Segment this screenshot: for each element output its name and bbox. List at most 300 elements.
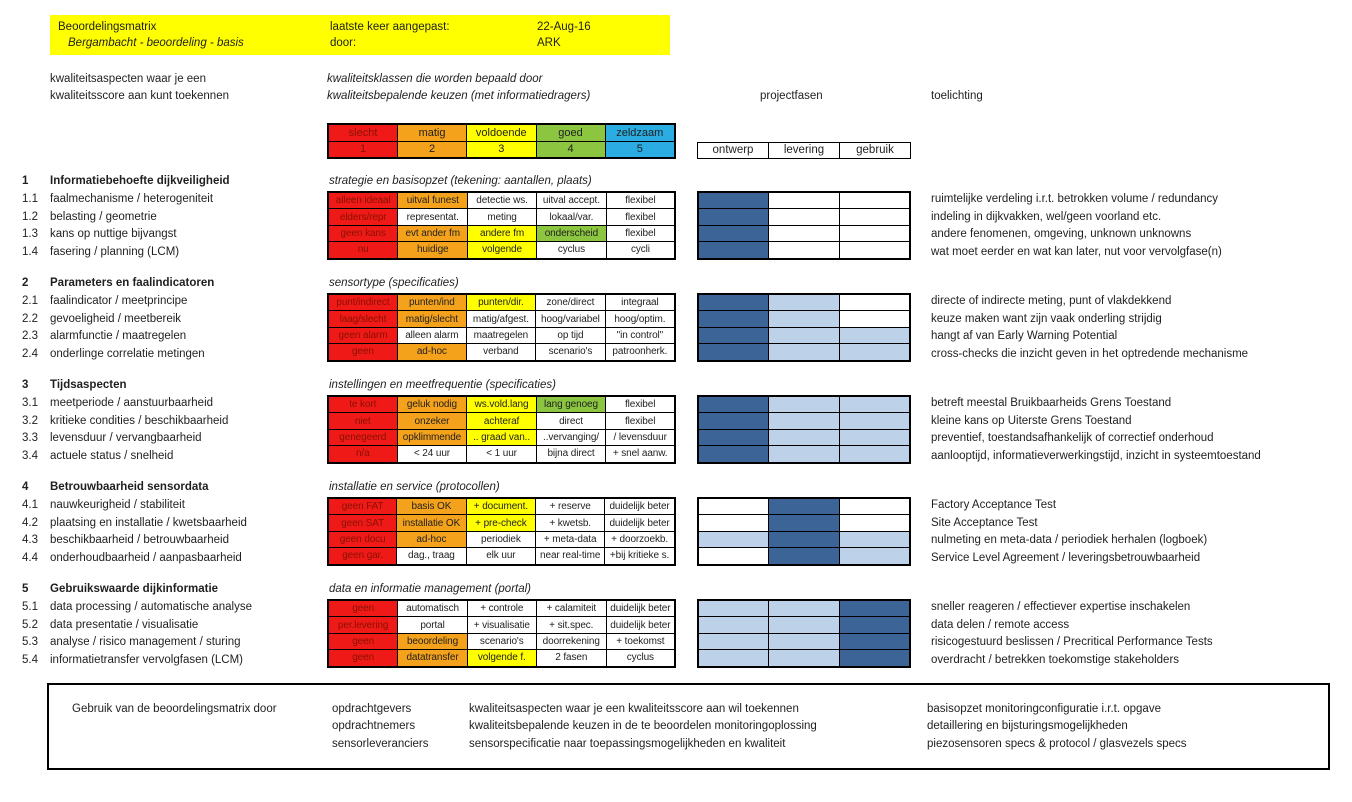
- section-4: [0, 479, 1352, 567]
- row-number: 5.1: [22, 601, 38, 613]
- phase-cell-ontwerp[interactable]: [698, 498, 769, 515]
- matrix-cell[interactable]: flexibel: [606, 413, 675, 429]
- matrix-cell[interactable]: cyclus: [536, 242, 606, 259]
- footer-title-spacer: [72, 736, 332, 753]
- matrix-cell[interactable]: elders/repr: [328, 209, 398, 225]
- phase-cell-ontwerp[interactable]: [698, 396, 769, 413]
- section-number: 5: [22, 583, 29, 595]
- phase-cell-gebruik[interactable]: [839, 548, 910, 565]
- phase-cell-levering[interactable]: [769, 413, 839, 429]
- matrix-cell[interactable]: nu: [328, 242, 398, 259]
- matrix-cell[interactable]: zone/direct: [536, 294, 606, 311]
- matrix-cell[interactable]: + document.: [466, 498, 536, 515]
- row-labels: [50, 395, 327, 465]
- row-note: sneller reageren / effectiever expertise inschakelen: [931, 601, 1191, 613]
- matrix-row: [328, 413, 675, 429]
- phase-matrix: [697, 599, 911, 668]
- phase-header-ontwerp: ontwerp: [698, 142, 769, 159]
- phase-row: [698, 192, 910, 209]
- matrix-cell[interactable]: detectie ws.: [468, 192, 537, 209]
- row-label: belasting / geometrie: [50, 210, 157, 223]
- matrix-cell[interactable]: + kwetsb.: [536, 515, 605, 531]
- matrix-cell[interactable]: flexibel: [606, 209, 675, 225]
- section-1: [0, 173, 1352, 261]
- matrix-row: [328, 396, 675, 413]
- phase-cell-levering[interactable]: [769, 617, 839, 633]
- matrix-row: [328, 617, 675, 633]
- row-number: 5.2: [22, 618, 38, 631]
- matrix-cell[interactable]: op tijd: [536, 327, 606, 343]
- phase-cell-gebruik[interactable]: [839, 515, 910, 531]
- section-title: Tijdsaspecten: [50, 379, 127, 391]
- matrix-cell[interactable]: flexibel: [606, 225, 675, 241]
- sections-container: [0, 173, 1352, 669]
- matrix-cell[interactable]: alleen ideaal: [328, 192, 398, 209]
- phase-cell-gebruik[interactable]: [839, 617, 910, 633]
- row-label: onderlinge correlatie metingen: [50, 347, 205, 360]
- phase-row: [698, 600, 910, 617]
- matrix-cell[interactable]: bijna direct: [536, 446, 606, 463]
- phase-cell-levering[interactable]: [769, 209, 839, 225]
- phase-cell-levering[interactable]: [769, 396, 839, 413]
- row-label: nauwkeurigheid / stabiliteit: [50, 499, 185, 511]
- row-labels: [50, 497, 327, 567]
- section-header-4: [0, 479, 1352, 497]
- matrix-cell[interactable]: + reserve: [536, 498, 605, 515]
- footer-how: basisopzet monitoringconfiguratie i.r.t. opgave: [927, 703, 1161, 715]
- phase-cell-ontwerp[interactable]: [698, 242, 769, 259]
- scale-value-3: 3: [467, 141, 537, 158]
- phase-cell-levering[interactable]: [769, 531, 839, 547]
- row-note: aanlooptijd, informatieverwerkingstijd, inzicht in systeemtoestand: [931, 449, 1261, 462]
- row-note: ruimtelijke verdeling i.r.t. betrokken volume / redundancy: [931, 193, 1219, 205]
- matrix-cell[interactable]: doorrekening: [536, 633, 606, 649]
- matrix-row: [328, 515, 675, 531]
- row-label: kritieke condities / beschikbaarheid: [50, 414, 229, 427]
- row-numbers: [22, 599, 50, 669]
- phase-cell-ontwerp[interactable]: [698, 429, 769, 445]
- phase-cell-levering[interactable]: [769, 515, 839, 531]
- phase-cell-ontwerp[interactable]: [698, 650, 769, 667]
- matrix-cell[interactable]: direct: [536, 413, 606, 429]
- phase-cell-gebruik[interactable]: [839, 396, 910, 413]
- matrix-cell[interactable]: ad-hoc: [397, 344, 466, 361]
- matrix-row: [328, 650, 675, 667]
- matrix-cell[interactable]: + calamiteit: [536, 600, 606, 617]
- row-label: kans op nuttige bijvangst: [50, 228, 177, 240]
- section-subtitle: strategie en basisopzet (tekening: aantallen, plaats): [329, 175, 592, 187]
- matrix-cell[interactable]: lokaal/var.: [536, 209, 606, 225]
- phase-cell-gebruik[interactable]: [839, 327, 910, 343]
- row-notes: [911, 599, 1352, 669]
- matrix-cell[interactable]: geen: [328, 344, 397, 361]
- matrix-cell[interactable]: hoog/optim.: [605, 311, 675, 327]
- footer-how: detaillering en bijsturingsmogelijkheden: [927, 720, 1128, 733]
- row-note: indeling in dijkvakken, wel/geen voorland etc.: [931, 210, 1162, 223]
- matrix-cell[interactable]: niet: [328, 413, 397, 429]
- quality-matrix: [327, 497, 676, 566]
- matrix-cell[interactable]: duidelijk beter: [605, 515, 675, 531]
- phase-cell-gebruik[interactable]: [839, 311, 910, 327]
- matrix-cell[interactable]: geen: [328, 600, 398, 617]
- matrix-cell[interactable]: + visualisatie: [467, 617, 536, 633]
- row-label: informatietransfer vervolgfasen (LCM): [50, 653, 244, 666]
- scale-class-slecht: slecht: [328, 124, 398, 141]
- matrix-cell[interactable]: duidelijk beter: [606, 600, 675, 617]
- phase-cell-levering[interactable]: [769, 429, 839, 445]
- phase-cell-levering[interactable]: [769, 242, 839, 259]
- row-number: 4.2: [22, 516, 38, 529]
- matrix-cell[interactable]: periodiek: [466, 531, 536, 547]
- phase-cell-ontwerp[interactable]: [698, 633, 769, 649]
- phase-cell-levering[interactable]: [769, 600, 839, 617]
- phase-cell-ontwerp[interactable]: [698, 600, 769, 617]
- matrix-cell[interactable]: representat.: [398, 209, 468, 225]
- matrix-cell[interactable]: volgende: [468, 242, 537, 259]
- phase-cell-ontwerp[interactable]: [698, 413, 769, 429]
- matrix-cell[interactable]: geen: [328, 633, 398, 649]
- matrix-cell[interactable]: verband: [466, 344, 535, 361]
- row-notes: [911, 395, 1352, 465]
- matrix-cell[interactable]: punten/dir.: [466, 294, 535, 311]
- matrix-cell[interactable]: cycli: [606, 242, 675, 259]
- row-note: data delen / remote access: [931, 618, 1070, 631]
- matrix-cell[interactable]: flexibel: [606, 396, 675, 413]
- matrix-cell[interactable]: onzeker: [397, 413, 467, 429]
- scale-value-1: 1: [328, 141, 398, 158]
- row-label: plaatsing en installatie / kwetsbaarheid: [50, 516, 247, 529]
- section-header-1: [0, 173, 1352, 191]
- footer-what: sensorspecificatie naar toepassingsmogelijkheden en kwaliteit: [469, 737, 786, 750]
- row-numbers: [22, 395, 50, 465]
- scale-value-2: 2: [398, 141, 467, 158]
- phase-cell-gebruik[interactable]: [839, 294, 910, 311]
- phase-cell-ontwerp[interactable]: [698, 548, 769, 565]
- matrix-cell[interactable]: portal: [398, 617, 468, 633]
- meta-values: [537, 19, 670, 55]
- row-note: directe of indirecte meting, punt of vlakdekkend: [931, 295, 1172, 307]
- matrix-cell[interactable]: uitval accept.: [536, 192, 606, 209]
- row-note: kleine kans op Uiterste Grens Toestand: [931, 414, 1132, 427]
- matrix-cell[interactable]: laag/slecht: [328, 311, 397, 327]
- matrix-row: [328, 600, 675, 617]
- matrix-cell[interactable]: per.levering: [328, 617, 398, 633]
- footer-who: opdrachtnemers: [332, 720, 416, 733]
- row-label: faalindicator / meetprincipe: [50, 295, 188, 307]
- phase-cell-gebruik[interactable]: [839, 242, 910, 259]
- matrix-cell[interactable]: onderscheid: [536, 225, 606, 241]
- matrix-cell[interactable]: hoog/variabel: [536, 311, 606, 327]
- matrix-cell[interactable]: +bij kritieke s.: [605, 548, 675, 565]
- phase-cell-levering[interactable]: [769, 633, 839, 649]
- row-note: nulmeting en meta-data / periodiek herhalen (logboek): [931, 534, 1208, 546]
- phase-cell-levering[interactable]: [769, 650, 839, 667]
- matrix-cell[interactable]: < 1 uur: [467, 446, 536, 463]
- phase-row: [698, 413, 910, 429]
- row-notes: [911, 293, 1352, 363]
- phase-row: [698, 498, 910, 515]
- matrix-cell[interactable]: patroonherk.: [605, 344, 675, 361]
- phase-cell-ontwerp[interactable]: [698, 225, 769, 241]
- author-value: ARK: [537, 37, 561, 49]
- matrix-cell[interactable]: duidelijk beter: [605, 498, 675, 515]
- row-note: andere fenomenen, omgeving, unknown unknowns: [931, 228, 1192, 240]
- matrix-cell[interactable]: n/a: [328, 446, 397, 463]
- phase-row: [698, 209, 910, 225]
- matrix-cell[interactable]: te kort: [328, 396, 397, 413]
- row-label: beschikbaarheid / betrouwbaarheid: [50, 534, 230, 546]
- section-5: [0, 581, 1352, 669]
- section-title: Betrouwbaarheid sensordata: [50, 481, 209, 493]
- matrix-cell[interactable]: geen: [328, 650, 398, 667]
- matrix-cell[interactable]: automatisch: [398, 600, 468, 617]
- matrix-cell[interactable]: achteraf: [467, 413, 536, 429]
- matrix-cell[interactable]: installatie OK: [397, 515, 466, 531]
- scale-label-row: [328, 124, 675, 141]
- intro-middle: [327, 71, 676, 104]
- scale-class-voldoende: voldoende: [467, 124, 537, 141]
- phase-cell-gebruik[interactable]: [839, 429, 910, 445]
- matrix-cell[interactable]: basis OK: [397, 498, 466, 515]
- matrix-cell[interactable]: + controle: [467, 600, 536, 617]
- phase-cell-gebruik[interactable]: [839, 600, 910, 617]
- matrix-cell[interactable]: matig/slecht: [397, 311, 466, 327]
- section-title: Informatiebehoefte dijkveiligheid: [50, 175, 230, 187]
- phase-cell-ontwerp[interactable]: [698, 617, 769, 633]
- quality-matrix: [327, 293, 676, 362]
- phase-cell-levering[interactable]: [769, 327, 839, 343]
- matrix-cell[interactable]: geen kans: [328, 225, 398, 241]
- row-number: 3.4: [22, 449, 38, 462]
- phase-cell-levering[interactable]: [769, 344, 839, 361]
- matrix-cell[interactable]: dag., traag: [397, 548, 466, 565]
- footer-who: sensorleveranciers: [332, 737, 429, 750]
- matrix-row: [328, 209, 675, 225]
- matrix-cell[interactable]: evt ander fm: [398, 225, 468, 241]
- matrix-row: [328, 548, 675, 565]
- row-labels: [50, 293, 327, 363]
- row-label: faalmechanisme / heterogeniteit: [50, 193, 214, 205]
- matrix-cell[interactable]: cyclus: [606, 650, 675, 667]
- row-note: risicogestuurd beslissen / Precritical Performance Tests: [931, 636, 1213, 648]
- row-numbers: [22, 293, 50, 363]
- matrix-cell[interactable]: geen alarm: [328, 327, 397, 343]
- matrix-cell[interactable]: ..vervanging/: [536, 429, 606, 445]
- phase-cell-ontwerp[interactable]: [698, 209, 769, 225]
- matrix-cell[interactable]: / levensduur: [606, 429, 675, 445]
- phase-row: [698, 531, 910, 547]
- phase-row: [698, 242, 910, 259]
- matrix-cell[interactable]: + sit.spec.: [536, 617, 606, 633]
- matrix-cell[interactable]: beoordeling: [398, 633, 468, 649]
- matrix-cell[interactable]: geluk nodig: [397, 396, 467, 413]
- phase-row: [698, 633, 910, 649]
- phase-cell-levering[interactable]: [769, 192, 839, 209]
- row-note: Factory Acceptance Test: [931, 499, 1057, 511]
- phase-cell-ontwerp[interactable]: [698, 311, 769, 327]
- section-body-3: [0, 395, 1352, 465]
- meta-labels: [330, 19, 537, 55]
- row-number: 4.4: [22, 551, 38, 564]
- matrix-cell[interactable]: scenario's: [467, 633, 536, 649]
- row-number: 1.1: [22, 193, 38, 205]
- matrix-cell[interactable]: volgende f.: [467, 650, 536, 667]
- footer-title-spacer: [72, 718, 332, 735]
- phase-cell-gebruik[interactable]: [839, 209, 910, 225]
- intro-middle-line1: kwaliteitsklassen die worden bepaald door: [327, 73, 543, 85]
- matrix-cell[interactable]: < 24 uur: [397, 446, 467, 463]
- phase-cell-gebruik[interactable]: [839, 531, 910, 547]
- matrix-row: [328, 446, 675, 463]
- section-number: 1: [22, 175, 29, 187]
- section-body-4: [0, 497, 1352, 567]
- row-notes: [911, 497, 1352, 567]
- last-modified-label: laatste keer aangepast:: [330, 21, 450, 33]
- phase-cell-gebruik[interactable]: [839, 650, 910, 667]
- row-number: 2.3: [22, 330, 38, 342]
- section-number: 4: [22, 481, 29, 493]
- row-note: keuze maken want zijn vaak onderling strijdig: [931, 312, 1162, 325]
- matrix-cell[interactable]: .. graad van..: [467, 429, 536, 445]
- matrix-cell[interactable]: opklimmende: [397, 429, 467, 445]
- phase-cell-ontwerp[interactable]: [698, 515, 769, 531]
- matrix-cell[interactable]: + toekomst: [606, 633, 675, 649]
- matrix-cell[interactable]: scenario's: [536, 344, 606, 361]
- phase-cell-gebruik[interactable]: [839, 498, 910, 515]
- row-number: 2.1: [22, 295, 38, 307]
- phase-cell-ontwerp[interactable]: [698, 327, 769, 343]
- matrix-cell[interactable]: andere fm: [468, 225, 537, 241]
- matrix-cell[interactable]: uitval funest: [398, 192, 468, 209]
- intro-row: [0, 71, 1352, 104]
- scale-class-matig: matig: [398, 124, 467, 141]
- phase-cell-gebruik[interactable]: [839, 344, 910, 361]
- matrix-cell[interactable]: + snel aanw.: [606, 446, 675, 463]
- phase-cell-levering[interactable]: [769, 498, 839, 515]
- matrix-cell[interactable]: huidige: [398, 242, 468, 259]
- phase-cell-levering[interactable]: [769, 548, 839, 565]
- matrix-cell[interactable]: meting: [468, 209, 537, 225]
- legend-row: [0, 123, 1352, 159]
- matrix-cell[interactable]: + pre-check: [466, 515, 536, 531]
- matrix-cell[interactable]: genegeerd: [328, 429, 397, 445]
- matrix-cell[interactable]: geen FAT: [328, 498, 397, 515]
- phase-cell-ontwerp[interactable]: [698, 531, 769, 547]
- phase-cell-ontwerp[interactable]: [698, 294, 769, 311]
- matrix-row: [328, 344, 675, 361]
- phase-cell-gebruik[interactable]: [839, 413, 910, 429]
- matrix-cell[interactable]: geen SAT: [328, 515, 397, 531]
- row-number: 1.4: [22, 245, 38, 258]
- row-label: alarmfunctie / maatregelen: [50, 330, 187, 342]
- projectfasen-label: projectfasen: [760, 89, 823, 102]
- phase-cell-ontwerp[interactable]: [698, 446, 769, 463]
- matrix-cell[interactable]: geen gar.: [328, 548, 397, 565]
- section-body-2: [0, 293, 1352, 363]
- phase-cell-ontwerp[interactable]: [698, 192, 769, 209]
- matrix-cell[interactable]: ad-hoc: [397, 531, 466, 547]
- matrix-cell[interactable]: flexibel: [606, 192, 675, 209]
- row-notes: [911, 191, 1352, 261]
- quality-scale-table: [327, 123, 676, 159]
- row-label: data presentatie / visualisatie: [50, 618, 199, 631]
- matrix-cell[interactable]: alleen alarm: [397, 327, 466, 343]
- row-note: cross-checks die inzicht geven in het optredende mechanisme: [931, 347, 1249, 360]
- matrix-cell[interactable]: integraal: [605, 294, 675, 311]
- phase-cell-levering[interactable]: [769, 446, 839, 463]
- row-number: 3.2: [22, 414, 38, 427]
- matrix-cell[interactable]: geen docu: [328, 531, 397, 547]
- matrix-cell[interactable]: + doorzoekb.: [605, 531, 675, 547]
- footer-who: opdrachtgevers: [332, 703, 412, 715]
- footer-title: Gebruik van de beoordelingsmatrix door: [72, 703, 277, 715]
- matrix-row: [328, 498, 675, 515]
- section-body-1: [0, 191, 1352, 261]
- phase-header-gebruik: gebruik: [840, 142, 911, 159]
- row-number: 1.2: [22, 210, 38, 223]
- row-label: analyse / risico management / sturing: [50, 636, 241, 648]
- row-note: betreft meestal Bruikbaarheids Grens Toestand: [931, 397, 1172, 409]
- matrix-cell[interactable]: punt/indirect: [328, 294, 397, 311]
- intro-left-line2: kwaliteitsscore aan kunt toekennen: [50, 89, 229, 102]
- matrix-cell[interactable]: datatransfer: [398, 650, 468, 667]
- row-note: hangt af van Early Warning Potential: [931, 330, 1118, 342]
- phase-matrix: [697, 395, 911, 464]
- phase-cell-levering[interactable]: [769, 225, 839, 241]
- phase-matrix: [697, 293, 911, 362]
- matrix-cell[interactable]: matig/afgest.: [466, 311, 535, 327]
- phase-cell-gebruik[interactable]: [839, 446, 910, 463]
- section-subtitle: instellingen en meetfrequentie (specificaties): [329, 379, 556, 391]
- phase-cell-gebruik[interactable]: [839, 633, 910, 649]
- matrix-cell[interactable]: duidelijk beter: [606, 617, 675, 633]
- page-title: Beoordelingsmatrix: [58, 21, 157, 33]
- phase-cell-levering[interactable]: [769, 294, 839, 311]
- scale-value-row: [328, 141, 675, 158]
- matrix-cell[interactable]: 2 fasen: [536, 650, 606, 667]
- matrix-cell[interactable]: maatregelen: [466, 327, 535, 343]
- matrix-cell[interactable]: punten/ind: [397, 294, 466, 311]
- matrix-cell[interactable]: elk uur: [466, 548, 536, 565]
- row-label: gevoeligheid / meetbereik: [50, 312, 182, 325]
- quality-matrix: [327, 599, 676, 668]
- intro-left-line1: kwaliteitsaspecten waar je een: [50, 73, 206, 85]
- row-number: 3.3: [22, 432, 38, 444]
- title-column: [58, 19, 330, 55]
- phase-cell-gebruik[interactable]: [839, 192, 910, 209]
- matrix-cell[interactable]: "in control": [605, 327, 675, 343]
- matrix-cell[interactable]: lang genoeg: [536, 396, 606, 413]
- matrix-cell[interactable]: near real-time: [536, 548, 605, 565]
- scale-class-goed: goed: [536, 124, 605, 141]
- phase-cell-gebruik[interactable]: [839, 225, 910, 241]
- phase-cell-ontwerp[interactable]: [698, 344, 769, 361]
- phase-row: [698, 311, 910, 327]
- section-subtitle: installatie en service (protocollen): [329, 481, 500, 493]
- matrix-cell[interactable]: ws.vold.lang: [467, 396, 536, 413]
- row-number: 5.4: [22, 653, 38, 666]
- author-label: door:: [330, 37, 357, 49]
- scale-value-4: 4: [536, 141, 605, 158]
- phase-header-table: [697, 142, 911, 160]
- phase-row: [698, 515, 910, 531]
- row-note: wat moet eerder en wat kan later, nut voor vervolgfase(n): [931, 245, 1222, 258]
- row-labels: [50, 599, 327, 669]
- quality-matrix: [327, 191, 676, 260]
- phase-cell-levering[interactable]: [769, 311, 839, 327]
- phase-row: [698, 446, 910, 463]
- matrix-cell[interactable]: + meta-data: [536, 531, 605, 547]
